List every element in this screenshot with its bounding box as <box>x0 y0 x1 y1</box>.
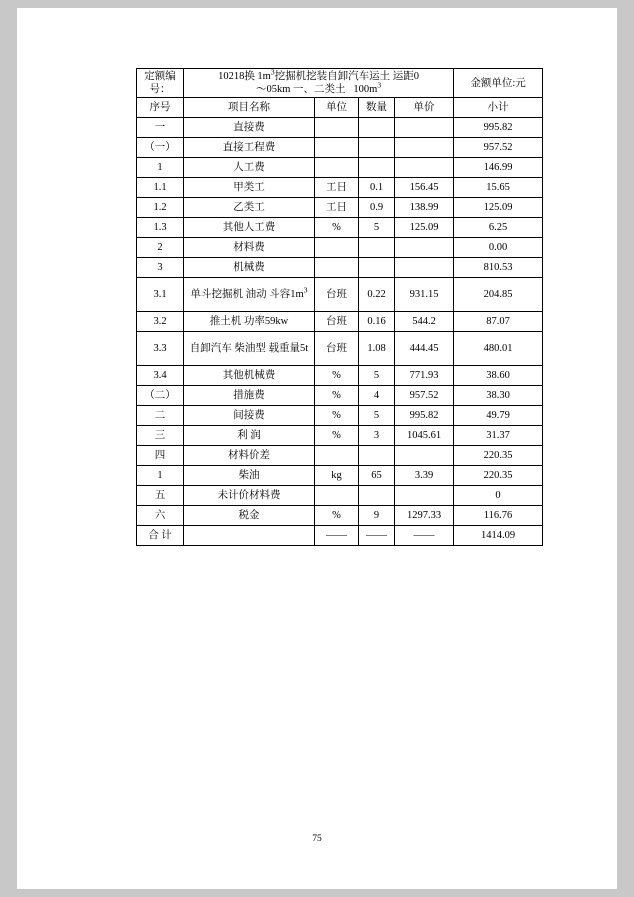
row-name: 自卸汽车 柴油型 载重量5t <box>184 332 315 366</box>
row-sum: 0 <box>454 486 543 506</box>
row-sum: 87.07 <box>454 312 543 332</box>
col-header-qty: 数量 <box>359 98 395 118</box>
row-price: 957.52 <box>395 386 454 406</box>
row-no: （二） <box>137 386 184 406</box>
row-sum: 116.76 <box>454 506 543 526</box>
row-unit <box>315 446 359 466</box>
col-header-unit: 单位 <box>315 98 359 118</box>
row-no: 3.4 <box>137 366 184 386</box>
row-qty: 1.08 <box>359 332 395 366</box>
row-sum: 220.35 <box>454 446 543 466</box>
row-price: 1045.61 <box>395 426 454 446</box>
row-unit: % <box>315 426 359 446</box>
row-no: 3 <box>137 258 184 278</box>
row-no: 合 计 <box>137 526 184 546</box>
table-row <box>137 506 543 526</box>
row-sum: 15.65 <box>454 178 543 198</box>
row-price <box>395 158 454 178</box>
row-qty: 3 <box>359 426 395 446</box>
row-price: 3.39 <box>395 466 454 486</box>
row-name: 人工费 <box>184 158 315 178</box>
row-unit: 工日 <box>315 178 359 198</box>
row-qty <box>359 486 395 506</box>
row-price: 771.93 <box>395 366 454 386</box>
table-row <box>137 446 543 466</box>
row-name: 材料费 <box>184 238 315 258</box>
row-qty: 0.16 <box>359 312 395 332</box>
row-price: 995.82 <box>395 406 454 426</box>
table-row <box>137 366 543 386</box>
row-no: 二 <box>137 406 184 426</box>
row-sum: 38.30 <box>454 386 543 406</box>
row-price: 1297.33 <box>395 506 454 526</box>
row-unit: 工日 <box>315 198 359 218</box>
row-price <box>395 138 454 158</box>
row-unit <box>315 118 359 138</box>
row-unit: % <box>315 218 359 238</box>
row-unit <box>315 138 359 158</box>
row-name: 推土机 功率59kw <box>184 312 315 332</box>
row-qty: 4 <box>359 386 395 406</box>
table-total-row <box>137 526 543 546</box>
estimate-table <box>136 68 543 546</box>
row-unit: kg <box>315 466 359 486</box>
table-row <box>137 406 543 426</box>
row-name: 其他人工费 <box>184 218 315 238</box>
row-no: 1.1 <box>137 178 184 198</box>
row-name: 利 润 <box>184 426 315 446</box>
row-unit: % <box>315 366 359 386</box>
row-price: 931.15 <box>395 278 454 312</box>
row-unit <box>315 258 359 278</box>
row-unit: % <box>315 406 359 426</box>
row-sum: 995.82 <box>454 118 543 138</box>
row-qty <box>359 258 395 278</box>
row-price: 544.2 <box>395 312 454 332</box>
row-price: 125.09 <box>395 218 454 238</box>
row-name: 其他机械费 <box>184 366 315 386</box>
row-name: 材料价差 <box>184 446 315 466</box>
row-no: 三 <box>137 426 184 446</box>
row-unit: 台班 <box>315 312 359 332</box>
row-price <box>395 118 454 138</box>
table-row <box>137 238 543 258</box>
row-name <box>184 526 315 546</box>
row-no: 四 <box>137 446 184 466</box>
row-unit: % <box>315 506 359 526</box>
col-header-price: 单价 <box>395 98 454 118</box>
table-body <box>137 69 543 546</box>
row-unit <box>315 486 359 506</box>
row-sum: 204.85 <box>454 278 543 312</box>
row-no: 五 <box>137 486 184 506</box>
table-row <box>137 278 543 312</box>
row-name: 直接工程费 <box>184 138 315 158</box>
row-qty <box>359 138 395 158</box>
row-price: 138.99 <box>395 198 454 218</box>
table-row <box>137 486 543 506</box>
row-price: —— <box>395 526 454 546</box>
table-row <box>137 138 543 158</box>
row-name: 间接费 <box>184 406 315 426</box>
row-sum: 1414.09 <box>454 526 543 546</box>
row-qty: —— <box>359 526 395 546</box>
row-name: 机械费 <box>184 258 315 278</box>
row-price: 156.45 <box>395 178 454 198</box>
row-no: 一 <box>137 118 184 138</box>
row-sum: 49.79 <box>454 406 543 426</box>
table-row <box>137 426 543 446</box>
table-row <box>137 218 543 238</box>
row-qty: 65 <box>359 466 395 486</box>
col-header-no: 序号 <box>137 98 184 118</box>
row-no: 3.2 <box>137 312 184 332</box>
table-row <box>137 258 543 278</box>
row-qty: 0.22 <box>359 278 395 312</box>
sheet-title <box>184 69 454 98</box>
row-name: 直接费 <box>184 118 315 138</box>
col-header-name: 项目名称 <box>184 98 315 118</box>
row-qty <box>359 158 395 178</box>
row-name: 乙类工 <box>184 198 315 218</box>
row-qty: 5 <box>359 366 395 386</box>
code-label: 定额编号： <box>137 69 184 98</box>
row-qty: 0.9 <box>359 198 395 218</box>
row-name: 单斗挖掘机 油动 斗容$1m^3$ <box>184 278 315 312</box>
table-row <box>137 386 543 406</box>
table-header-row <box>137 69 543 98</box>
row-qty: 9 <box>359 506 395 526</box>
row-qty <box>359 118 395 138</box>
column-header-row <box>137 98 543 118</box>
row-sum: 31.37 <box>454 426 543 446</box>
document-page <box>17 8 617 889</box>
row-sum: 480.01 <box>454 332 543 366</box>
row-no: 3.3 <box>137 332 184 366</box>
table-row <box>137 332 543 366</box>
estimate-sheet <box>136 68 542 546</box>
table-row <box>137 312 543 332</box>
row-sum: 6.25 <box>454 218 543 238</box>
sheet-title-line2: ～05km 一、二类土 $100m^3$ <box>255 80 382 96</box>
row-unit: % <box>315 386 359 406</box>
row-qty <box>359 446 395 466</box>
row-unit: —— <box>315 526 359 546</box>
table-row <box>137 178 543 198</box>
row-qty <box>359 238 395 258</box>
row-qty: 0.1 <box>359 178 395 198</box>
row-no: 六 <box>137 506 184 526</box>
sheet-title-line1: 10218换 $1m^3$挖掘机挖装自卸汽车运土 运距0 <box>218 67 419 82</box>
row-no: 1.2 <box>137 198 184 218</box>
row-price <box>395 486 454 506</box>
row-qty: 5 <box>359 406 395 426</box>
row-price: 444.45 <box>395 332 454 366</box>
row-name: 柴油 <box>184 466 315 486</box>
row-unit <box>315 158 359 178</box>
row-sum: 957.52 <box>454 138 543 158</box>
row-no: 1 <box>137 466 184 486</box>
table-row <box>137 118 543 138</box>
page-number: 75 <box>312 834 322 844</box>
row-no: 2 <box>137 238 184 258</box>
row-sum: 38.60 <box>454 366 543 386</box>
row-unit <box>315 238 359 258</box>
table-row <box>137 158 543 178</box>
table-row <box>137 466 543 486</box>
row-name: 措施费 <box>184 386 315 406</box>
row-unit: 台班 <box>315 332 359 366</box>
row-unit: 台班 <box>315 278 359 312</box>
row-sum: 0.00 <box>454 238 543 258</box>
row-sum: 810.53 <box>454 258 543 278</box>
row-price <box>395 446 454 466</box>
row-price <box>395 258 454 278</box>
row-name: 未计价材料费 <box>184 486 315 506</box>
table-row <box>137 198 543 218</box>
row-no: 3.1 <box>137 278 184 312</box>
row-name: 税金 <box>184 506 315 526</box>
col-header-sum: 小计 <box>454 98 543 118</box>
row-no: 1 <box>137 158 184 178</box>
row-no: 1.3 <box>137 218 184 238</box>
row-sum: 146.99 <box>454 158 543 178</box>
row-name: 甲类工 <box>184 178 315 198</box>
row-sum: 220.35 <box>454 466 543 486</box>
amount-unit: 金额单位:元 <box>454 69 543 98</box>
row-no: （一） <box>137 138 184 158</box>
row-qty: 5 <box>359 218 395 238</box>
row-sum: 125.09 <box>454 198 543 218</box>
row-price <box>395 238 454 258</box>
